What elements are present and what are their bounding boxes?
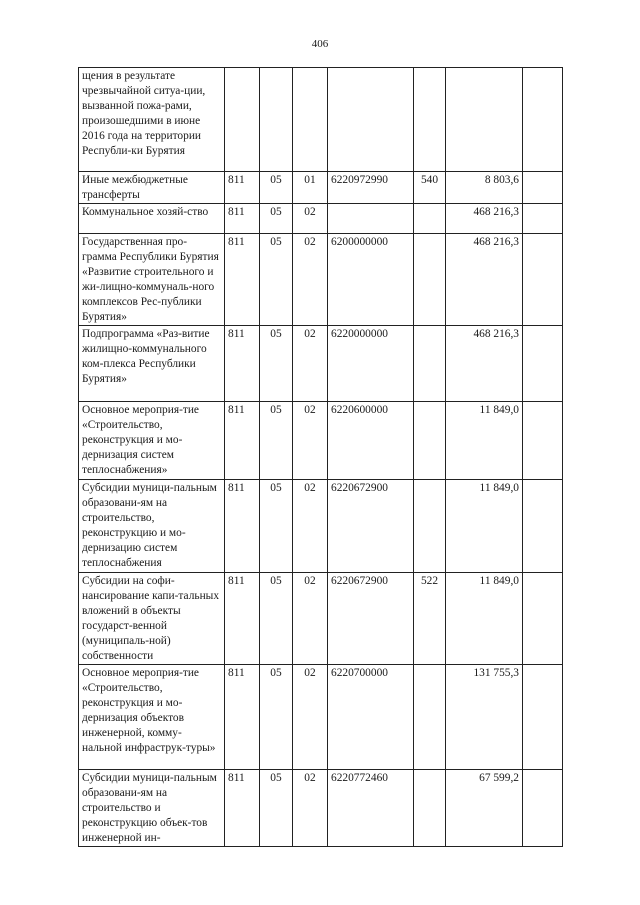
cell-section: 05 xyxy=(260,204,293,234)
cell-target-item: 6220672900 xyxy=(328,573,414,665)
cell-name: Основное мероприя-тие «Строительство, реконструкция и мо-дернизация объектов инженерной, комму-нальной инфраструк-туры» xyxy=(79,665,225,770)
cell-name: Субсидии на софи-нансирование капи-тальных вложений в объекты государст-венной (муниципаль-ной) собственности xyxy=(79,573,225,665)
cell-name: Государственная про-грамма Республики Бурятия «Развитие строительного и жи-лищно-коммуналь-ного комплексов Рес-публики Бурятия» xyxy=(79,234,225,326)
cell-subsection: 01 xyxy=(293,172,328,204)
cell-target-item: 6200000000 xyxy=(328,234,414,326)
cell-ministry-code: 811 xyxy=(225,480,260,573)
cell-ministry-code: 811 xyxy=(225,204,260,234)
cell-empty xyxy=(523,402,563,480)
cell-name: Подпрограмма «Раз-витие жилищно-коммунального ком-плекса Республики Бурятия» xyxy=(79,326,225,402)
cell-expense-type: 540 xyxy=(414,172,446,204)
cell-target-item: 6220672900 xyxy=(328,480,414,573)
cell-subsection: 02 xyxy=(293,204,328,234)
cell-expense-type xyxy=(414,402,446,480)
cell-ministry-code: 811 xyxy=(225,573,260,665)
cell-amount xyxy=(446,68,523,172)
table-row xyxy=(79,326,563,402)
cell-empty xyxy=(523,573,563,665)
cell-amount: 131 755,3 xyxy=(446,665,523,770)
cell-subsection: 02 xyxy=(293,770,328,847)
cell-section: 05 xyxy=(260,480,293,573)
cell-target-item: 6220972990 xyxy=(328,172,414,204)
cell-amount: 468 216,3 xyxy=(446,326,523,402)
cell-expense-type xyxy=(414,665,446,770)
cell-amount: 11 849,0 xyxy=(446,480,523,573)
cell-empty xyxy=(523,204,563,234)
table-row xyxy=(79,480,563,573)
cell-section: 05 xyxy=(260,326,293,402)
cell-name: Иные межбюджетные трансферты xyxy=(79,172,225,204)
cell-section: 05 xyxy=(260,234,293,326)
table-row xyxy=(79,402,563,480)
cell-ministry-code: 811 xyxy=(225,770,260,847)
cell-ministry-code: 811 xyxy=(225,402,260,480)
cell-empty xyxy=(523,665,563,770)
cell-name: Основное мероприя-тие «Строительство, реконструкция и мо-дернизация систем теплоснабжения» xyxy=(79,402,225,480)
cell-empty xyxy=(523,172,563,204)
cell-empty xyxy=(523,480,563,573)
table-row xyxy=(79,573,563,665)
cell-amount: 468 216,3 xyxy=(446,234,523,326)
cell-target-item: 6220772460 xyxy=(328,770,414,847)
table-row xyxy=(79,665,563,770)
cell-target-item: 6220700000 xyxy=(328,665,414,770)
cell-subsection: 02 xyxy=(293,480,328,573)
cell-subsection: 02 xyxy=(293,234,328,326)
cell-empty xyxy=(523,234,563,326)
page-number: 406 xyxy=(311,38,329,50)
cell-amount: 67 599,2 xyxy=(446,770,523,847)
cell-ministry-code xyxy=(225,68,260,172)
cell-empty xyxy=(523,68,563,172)
cell-amount: 8 803,6 xyxy=(446,172,523,204)
table-row xyxy=(79,234,563,326)
table-row xyxy=(79,770,563,847)
cell-subsection xyxy=(293,68,328,172)
cell-target-item xyxy=(328,204,414,234)
cell-expense-type xyxy=(414,326,446,402)
cell-ministry-code: 811 xyxy=(225,172,260,204)
cell-ministry-code: 811 xyxy=(225,665,260,770)
cell-expense-type xyxy=(414,480,446,573)
cell-subsection: 02 xyxy=(293,326,328,402)
cell-section: 05 xyxy=(260,172,293,204)
cell-subsection: 02 xyxy=(293,573,328,665)
budget-table xyxy=(78,67,563,847)
cell-expense-type xyxy=(414,770,446,847)
cell-target-item xyxy=(328,68,414,172)
cell-name: Коммунальное хозяй-ство xyxy=(79,204,225,234)
table-row xyxy=(79,68,563,172)
table-row xyxy=(79,204,563,234)
cell-name: щения в результате чрезвычайной ситуа-ции, вызванной пожа-рами, произошедшими в июне 2016 года на территории Республи-ки Бурятия xyxy=(79,68,225,172)
cell-name: Субсидии муници-пальным образовани-ям на строительство и реконструкцию объек-тов инженерной ин- xyxy=(79,770,225,847)
cell-ministry-code: 811 xyxy=(225,326,260,402)
cell-expense-type xyxy=(414,234,446,326)
table-row xyxy=(79,172,563,204)
cell-expense-type: 522 xyxy=(414,573,446,665)
cell-expense-type xyxy=(414,68,446,172)
cell-subsection: 02 xyxy=(293,665,328,770)
cell-target-item: 6220000000 xyxy=(328,326,414,402)
cell-section xyxy=(260,68,293,172)
cell-section: 05 xyxy=(260,402,293,480)
cell-empty xyxy=(523,326,563,402)
cell-amount: 11 849,0 xyxy=(446,402,523,480)
cell-amount: 468 216,3 xyxy=(446,204,523,234)
cell-expense-type xyxy=(414,204,446,234)
cell-amount: 11 849,0 xyxy=(446,573,523,665)
cell-target-item: 6220600000 xyxy=(328,402,414,480)
cell-subsection: 02 xyxy=(293,402,328,480)
cell-section: 05 xyxy=(260,665,293,770)
cell-section: 05 xyxy=(260,770,293,847)
cell-name: Субсидии муници-пальным образовани-ям на строительство, реконструкцию и мо-дернизацию систем теплоснабжения xyxy=(79,480,225,573)
cell-section: 05 xyxy=(260,573,293,665)
cell-empty xyxy=(523,770,563,847)
cell-ministry-code: 811 xyxy=(225,234,260,326)
